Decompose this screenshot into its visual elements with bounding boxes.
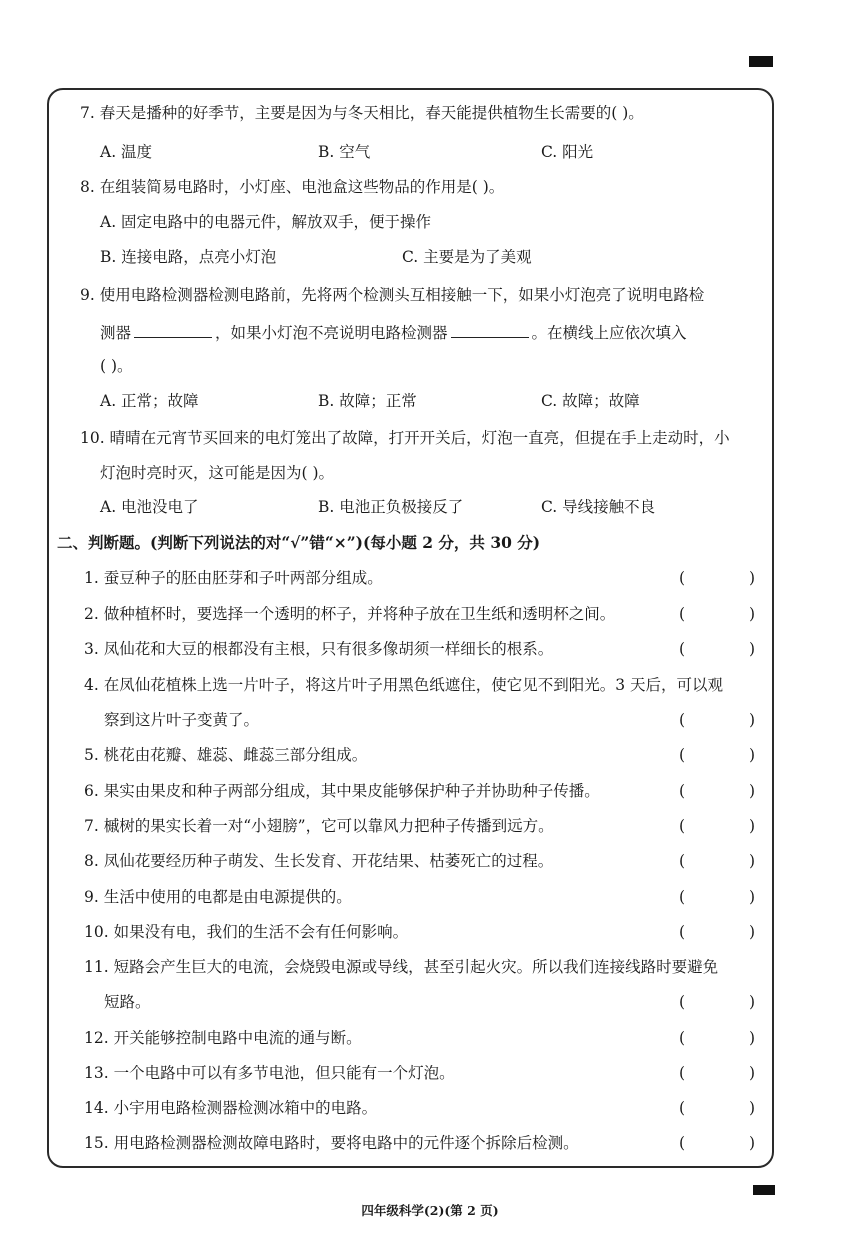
judgment-item-8: 8. 凤仙花要经历种子萌发、生长发育、开花结果、枯萎死亡的过程。	[84, 852, 554, 870]
answer-paren-close: )	[749, 1029, 756, 1047]
answer-paren-open: (	[679, 640, 686, 658]
q9-option-b: B. 故障；正常	[318, 392, 417, 410]
q9-text-c: 。在横线上应依次填入	[531, 324, 687, 342]
answer-paren-close: )	[749, 711, 756, 729]
answer-paren-close: )	[749, 746, 756, 764]
judgment-item-15: 15. 用电路检测器检测故障电路时，要将电路中的元件逐个拆除后检测。	[84, 1134, 579, 1152]
q9-blank-2	[451, 322, 529, 338]
answer-paren-open: (	[679, 817, 686, 835]
answer-paren-open: (	[679, 1134, 686, 1152]
answer-paren-close: )	[749, 1064, 756, 1082]
q8-option-c: C. 主要是为了美观	[402, 248, 532, 266]
question-10-line-1: 10. 晴晴在元宵节买回来的电灯笼出了故障，打开开关后，灯泡一直亮，但提在手上走动时，小	[80, 429, 730, 447]
judgment-item-14: 14. 小宇用电路检测器检测冰箱中的电路。	[84, 1099, 378, 1117]
answer-paren-open: (	[679, 1064, 686, 1082]
answer-paren-close: )	[749, 605, 756, 623]
question-8: 8. 在组装简易电路时，小灯座、电池盒这些物品的作用是( )。	[80, 178, 505, 196]
registration-mark-top	[749, 56, 773, 67]
answer-paren-open: (	[679, 569, 686, 587]
q10-option-b: B. 电池正负极接反了	[318, 498, 464, 516]
judgment-item-13: 13. 一个电路中可以有多节电池，但只能有一个灯泡。	[84, 1064, 455, 1082]
section-2-title: 二、判断题。(判断下列说法的对“√”错“×”)(每小题 2 分，共 30 分)	[57, 533, 541, 552]
answer-paren-close: )	[749, 569, 756, 587]
answer-paren-close: )	[749, 1099, 756, 1117]
answer-paren-open: (	[679, 1029, 686, 1047]
judgment-item-1: 1. 蚕豆种子的胚由胚芽和子叶两部分组成。	[84, 569, 383, 587]
q8-option-a: A. 固定电路中的电器元件，解放双手，便于操作	[100, 213, 432, 231]
answer-paren-close: )	[749, 993, 756, 1011]
judgment-item-12: 12. 开关能够控制电路中电流的通与断。	[84, 1029, 362, 1047]
q9-option-a: A. 正常；故障	[100, 392, 199, 410]
judgment-item-9: 9. 生活中使用的电都是由电源提供的。	[84, 888, 352, 906]
q7-option-c: C. 阳光	[541, 143, 594, 161]
answer-paren-open: (	[679, 923, 686, 941]
q7-option-b: B. 空气	[318, 143, 371, 161]
question-9-line-2	[100, 322, 687, 343]
q10-option-a: A. 电池没电了	[100, 498, 199, 516]
judgment-item-10: 10. 如果没有电，我们的生活不会有任何影响。	[84, 923, 409, 941]
answer-paren-close: )	[749, 852, 756, 870]
q7-option-a: A. 温度	[100, 143, 153, 161]
judgment-item-4-cont: 察到这片叶子变黄了。	[104, 711, 260, 729]
answer-paren-close: )	[749, 640, 756, 658]
q8-option-b: B. 连接电路，点亮小灯泡	[100, 248, 277, 266]
judgment-item-2: 2. 做种植杯时，要选择一个透明的杯子，并将种子放在卫生纸和透明杯之间。	[84, 605, 616, 623]
question-9-line-3: ( )。	[100, 357, 133, 375]
judgment-item-5: 5. 桃花由花瓣、雄蕊、雌蕊三部分组成。	[84, 746, 368, 764]
answer-paren-open: (	[679, 888, 686, 906]
answer-paren-close: )	[749, 1134, 756, 1152]
answer-paren-close: )	[749, 782, 756, 800]
q9-option-c: C. 故障；故障	[541, 392, 640, 410]
answer-paren-close: )	[749, 923, 756, 941]
judgment-item-3: 3. 凤仙花和大豆的根都没有主根，只有很多像胡须一样细长的根系。	[84, 640, 554, 658]
answer-paren-open: (	[679, 993, 686, 1011]
judgment-item-6: 6. 果实由果皮和种子两部分组成，其中果皮能够保护种子并协助种子传播。	[84, 782, 600, 800]
answer-paren-open: (	[679, 1099, 686, 1117]
answer-paren-open: (	[679, 782, 686, 800]
registration-mark-bottom	[753, 1185, 775, 1195]
judgment-item-11: 11. 短路会产生巨大的电流，会烧毁电源或导线，甚至引起火灾。所以我们连接线路时要避免	[84, 958, 719, 976]
page-footer: 四年级科学(2)(第 2 页)	[361, 1203, 499, 1218]
answer-paren-open: (	[679, 605, 686, 623]
q10-option-c: C. 导线接触不良	[541, 498, 656, 516]
answer-paren-open: (	[679, 852, 686, 870]
answer-paren-open: (	[679, 746, 686, 764]
question-7: 7. 春天是播种的好季节，主要是因为与冬天相比，春天能提供植物生长需要的( )。	[80, 104, 644, 122]
judgment-item-7: 7. 槭树的果实长着一对“小翅膀”，它可以靠风力把种子传播到远方。	[84, 817, 554, 835]
answer-paren-close: )	[749, 817, 756, 835]
q9-blank-1	[134, 322, 212, 338]
q9-text-a: 测器	[100, 324, 132, 342]
answer-paren-close: )	[749, 888, 756, 906]
question-10-line-2: 灯泡时亮时灭，这可能是因为( )。	[100, 464, 335, 482]
answer-paren-open: (	[679, 711, 686, 729]
q9-text-b: ，如果小灯泡不亮说明电路检测器	[215, 324, 448, 342]
judgment-item-4: 4. 在凤仙花植株上选一片叶子，将这片叶子用黑色纸遮住，使它见不到阳光。3 天后，可以观	[84, 676, 724, 694]
judgment-item-11-cont: 短路。	[104, 993, 151, 1011]
question-9-line-1: 9. 使用电路检测器检测电路前，先将两个检测头互相接触一下，如果小灯泡亮了说明电路检	[80, 286, 705, 304]
